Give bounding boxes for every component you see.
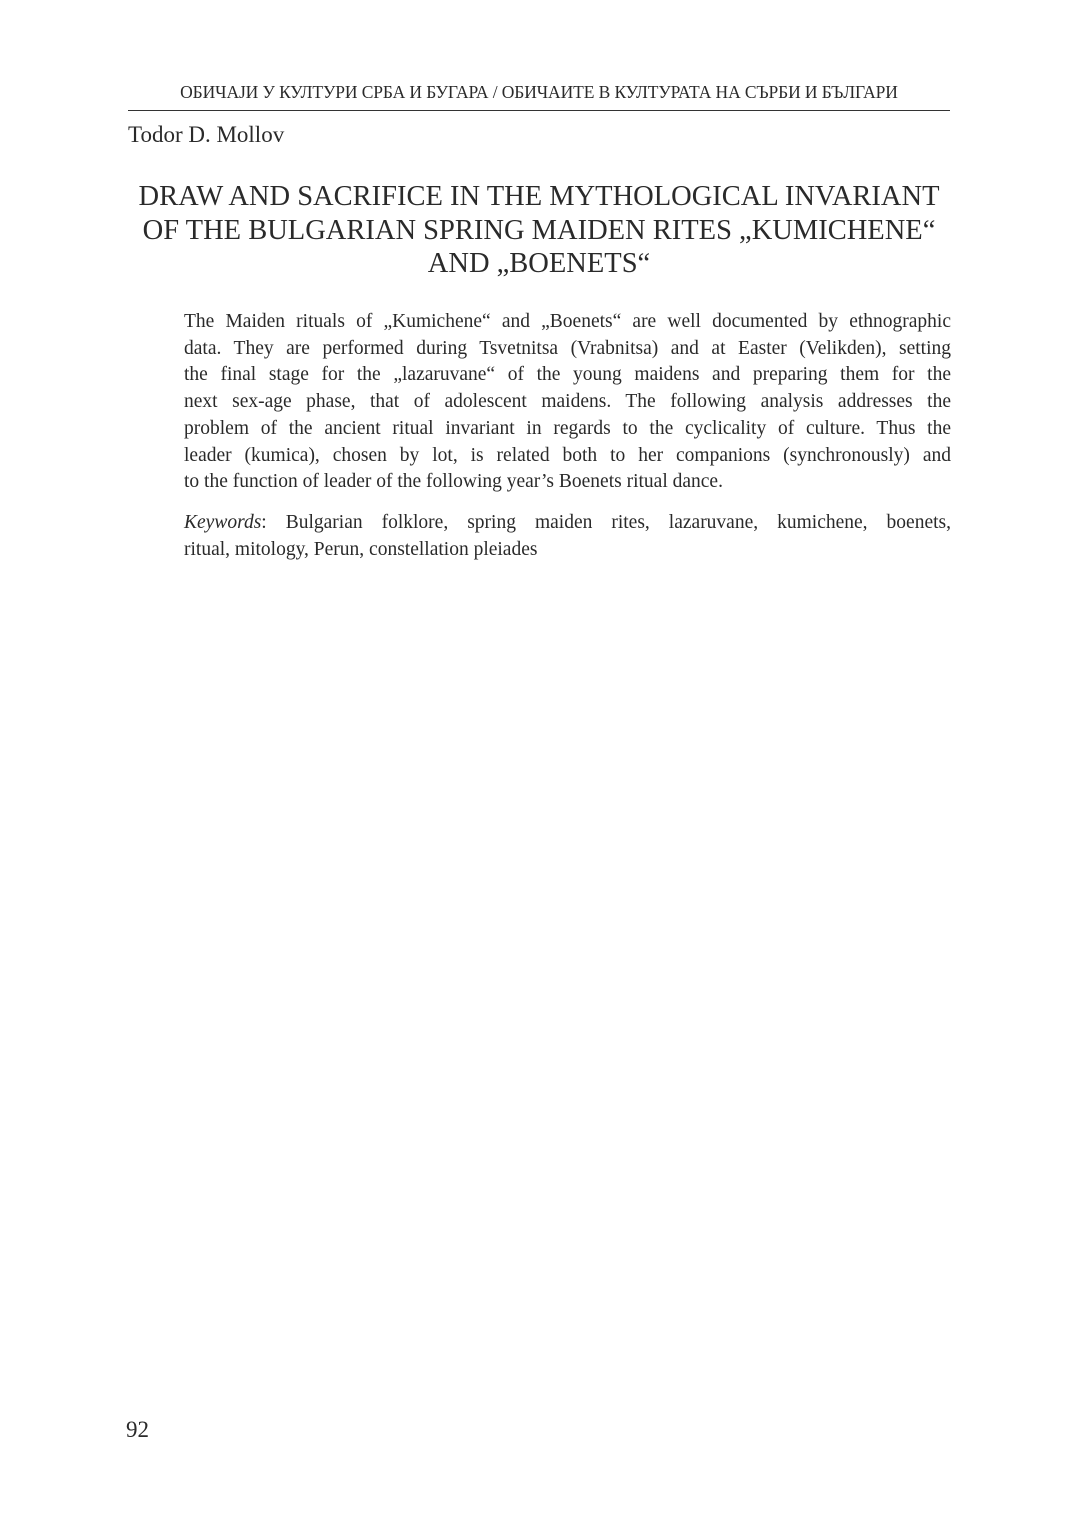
abstract-line: to the function of leader of the following year’s Boenets ritual dance.: [184, 471, 723, 493]
running-header: ОБИЧАЈИ У КУЛТУРИ СРБА И БУГАРА / ОБИЧАИТЕ В КУЛТУРАТА НА СЪРБИ И БЪЛГАРИ: [180, 82, 898, 102]
author-name: Todor D. Mollov: [128, 122, 285, 147]
page-number: 92: [126, 1417, 149, 1442]
abstract-line: problem of the ancient ritual invariant in regards to the cyclicality of culture. Thus the: [184, 417, 951, 439]
keywords-line: ritual, mitology, Perun, constellation pleiades: [184, 538, 538, 560]
keywords-separator: :: [261, 511, 267, 533]
article-title: [118, 180, 960, 281]
title-line: OF THE BULGARIAN SPRING MAIDEN RITES „KUMICHENE“: [142, 214, 936, 246]
keywords-paragraph: [184, 509, 951, 563]
abstract-line: data. They are performed during Tsvetnitsa (Vrabnitsa) and at Easter (Velikden), setting: [184, 337, 951, 359]
keywords-line: [184, 509, 951, 536]
abstract-block: [184, 309, 951, 563]
abstract-line: leader (kumica), chosen by lot, is related both to her companions (synchronously) and: [184, 444, 951, 466]
abstract-line: the final stage for the „lazaruvane“ of the young maidens and preparing them for the: [184, 364, 951, 386]
keywords-label: Keywords: [184, 511, 262, 533]
keywords-text: Bulgarian folklore, spring maiden rites, lazaruvane, kumichene, boenets,: [266, 511, 951, 533]
abstract-line: The Maiden rituals of „Kumichene“ and „Boenets“ are well documented by ethnographic: [184, 311, 951, 332]
abstract-line: next sex-age phase, that of adolescent maidens. The following analysis addresses the: [184, 391, 951, 413]
abstract-paragraph: [184, 309, 951, 496]
title-line: DRAW AND SACRIFICE IN THE MYTHOLOGICAL INVARIANT: [138, 181, 940, 212]
title-line: AND „BOENETS“: [427, 248, 651, 279]
header-divider: [128, 110, 950, 111]
